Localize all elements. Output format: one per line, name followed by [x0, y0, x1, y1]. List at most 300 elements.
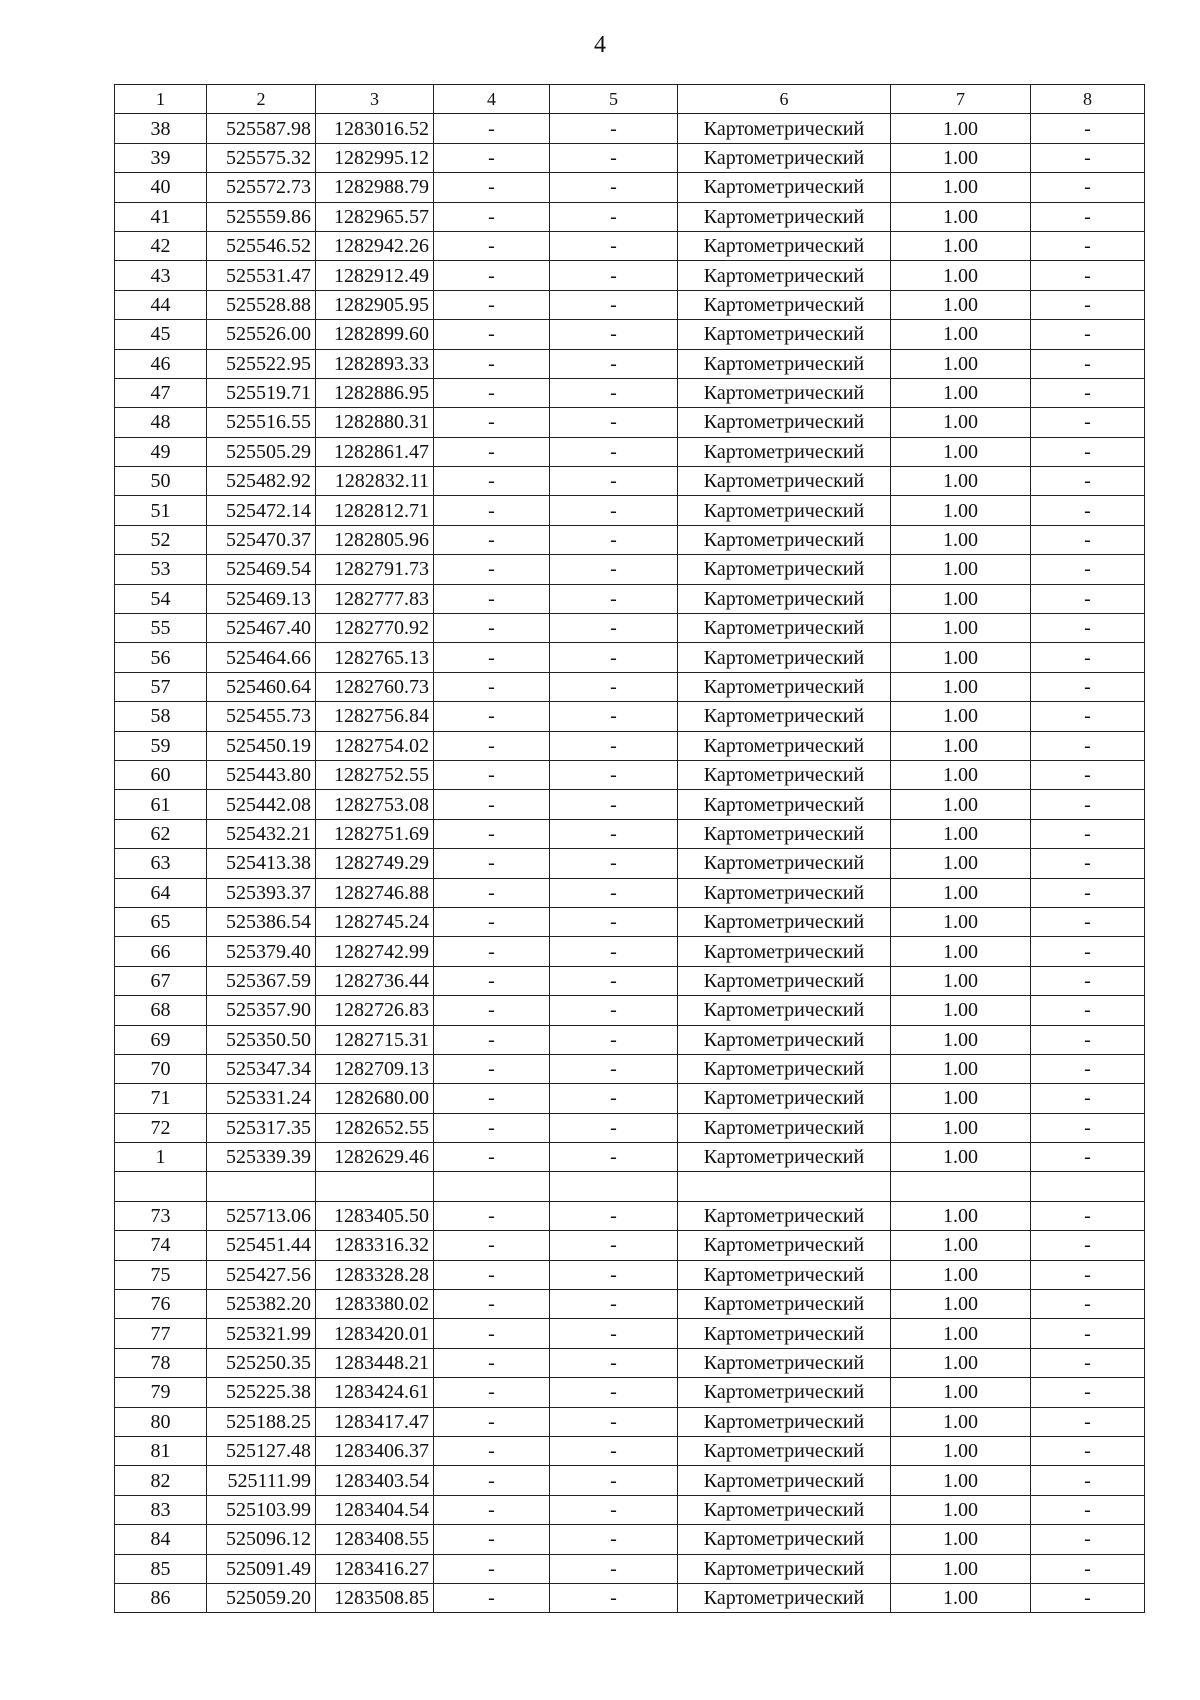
cell-method: Картометрический — [678, 467, 891, 496]
cell-accuracy: 1.00 — [891, 1025, 1031, 1054]
table-row — [115, 378, 1145, 407]
cell-coord-x: 525347.34 — [207, 1054, 316, 1083]
cell-accuracy: 1.00 — [891, 1554, 1031, 1583]
cell-coord-x: 525451.44 — [207, 1231, 316, 1260]
cell-coord-x: 525103.99 — [207, 1495, 316, 1524]
cell-coord-x: 525393.37 — [207, 878, 316, 907]
cell-accuracy: 1.00 — [891, 1260, 1031, 1289]
cell-method: Картометрический — [678, 202, 891, 231]
cell-coord-x: 525587.98 — [207, 114, 316, 143]
cell-point-number: 72 — [115, 1113, 207, 1142]
cell-coord-x: 525059.20 — [207, 1583, 316, 1612]
cell-coord-y: 1282726.83 — [316, 996, 434, 1025]
cell-col-8: - — [1031, 1290, 1145, 1319]
cell-method: Картометрический — [678, 614, 891, 643]
table-row — [115, 731, 1145, 760]
table-row — [115, 1290, 1145, 1319]
cell-coord-x: 525382.20 — [207, 1290, 316, 1319]
cell-point-number: 54 — [115, 584, 207, 613]
cell-coord-x: 525432.21 — [207, 819, 316, 848]
coordinates-table — [114, 84, 1145, 1613]
cell-point-number: 75 — [115, 1260, 207, 1289]
cell-coord-x: 525516.55 — [207, 408, 316, 437]
cell-col-5: - — [550, 525, 678, 554]
cell-point-number: 81 — [115, 1436, 207, 1465]
cell-point-number: 50 — [115, 467, 207, 496]
cell-accuracy: 1.00 — [891, 173, 1031, 202]
cell-method: Картометрический — [678, 1436, 891, 1465]
cell-method: Картометрический — [678, 173, 891, 202]
cell-point-number: 43 — [115, 261, 207, 290]
cell-col-4: - — [434, 672, 550, 701]
cell-coord-x: 525111.99 — [207, 1466, 316, 1495]
cell-coord-x: 525379.40 — [207, 937, 316, 966]
cell-col-4: - — [434, 1143, 550, 1172]
cell-point-number — [115, 1172, 207, 1201]
cell-coord-x: 525317.35 — [207, 1113, 316, 1142]
cell-col-5: - — [550, 1407, 678, 1436]
cell-coord-x: 525443.80 — [207, 760, 316, 789]
cell-method: Картометрический — [678, 290, 891, 319]
cell-method: Картометрический — [678, 231, 891, 260]
column-header: 6 — [678, 85, 891, 114]
cell-col-4: - — [434, 349, 550, 378]
table-row — [115, 584, 1145, 613]
cell-method: Картометрический — [678, 760, 891, 789]
cell-col-8: - — [1031, 790, 1145, 819]
cell-col-8: - — [1031, 1466, 1145, 1495]
cell-coord-y: 1282754.02 — [316, 731, 434, 760]
cell-col-8: - — [1031, 261, 1145, 290]
cell-col-8: - — [1031, 937, 1145, 966]
cell-accuracy: 1.00 — [891, 907, 1031, 936]
cell-col-8: - — [1031, 1084, 1145, 1113]
cell-col-5: - — [550, 819, 678, 848]
cell-accuracy: 1.00 — [891, 408, 1031, 437]
cell-accuracy: 1.00 — [891, 1495, 1031, 1524]
cell-accuracy: 1.00 — [891, 525, 1031, 554]
cell-col-5: - — [550, 1583, 678, 1612]
table-row — [115, 143, 1145, 172]
cell-col-5: - — [550, 114, 678, 143]
cell-col-8: - — [1031, 819, 1145, 848]
cell-point-number: 40 — [115, 173, 207, 202]
cell-col-4: - — [434, 760, 550, 789]
cell-col-5: - — [550, 349, 678, 378]
cell-accuracy: 1.00 — [891, 496, 1031, 525]
cell-point-number: 76 — [115, 1290, 207, 1319]
cell-accuracy: 1.00 — [891, 1054, 1031, 1083]
cell-coord-y: 1283448.21 — [316, 1348, 434, 1377]
cell-method: Картометрический — [678, 966, 891, 995]
table-row — [115, 1054, 1145, 1083]
cell-col-8: - — [1031, 114, 1145, 143]
cell-col-8: - — [1031, 290, 1145, 319]
cell-coord-y: 1282753.08 — [316, 790, 434, 819]
cell-method: Картометрический — [678, 496, 891, 525]
cell-point-number: 73 — [115, 1201, 207, 1230]
cell-coord-y: 1282899.60 — [316, 320, 434, 349]
cell-col-4: - — [434, 261, 550, 290]
cell-accuracy: 1.00 — [891, 966, 1031, 995]
cell-col-8 — [1031, 1172, 1145, 1201]
cell-col-4: - — [434, 525, 550, 554]
cell-point-number: 53 — [115, 555, 207, 584]
cell-col-5 — [550, 1172, 678, 1201]
cell-col-4: - — [434, 966, 550, 995]
cell-coord-x: 525350.50 — [207, 1025, 316, 1054]
cell-point-number: 48 — [115, 408, 207, 437]
cell-point-number: 42 — [115, 231, 207, 260]
cell-point-number: 80 — [115, 1407, 207, 1436]
table-row — [115, 907, 1145, 936]
cell-coord-y: 1283408.55 — [316, 1525, 434, 1554]
cell-col-4: - — [434, 1260, 550, 1289]
cell-col-5: - — [550, 320, 678, 349]
header-row — [115, 85, 1145, 114]
table-row — [115, 231, 1145, 260]
cell-coord-x: 525470.37 — [207, 525, 316, 554]
cell-col-8: - — [1031, 1143, 1145, 1172]
cell-col-4: - — [434, 1436, 550, 1465]
cell-accuracy: 1.00 — [891, 202, 1031, 231]
cell-coord-y: 1282905.95 — [316, 290, 434, 319]
cell-point-number: 41 — [115, 202, 207, 231]
cell-accuracy: 1.00 — [891, 378, 1031, 407]
cell-col-5: - — [550, 790, 678, 819]
cell-coord-y: 1282942.26 — [316, 231, 434, 260]
cell-col-5: - — [550, 1348, 678, 1377]
cell-method: Картометрический — [678, 1407, 891, 1436]
cell-col-4: - — [434, 290, 550, 319]
cell-method: Картометрический — [678, 819, 891, 848]
table-row — [115, 114, 1145, 143]
cell-coord-x: 525482.92 — [207, 467, 316, 496]
table-row — [115, 261, 1145, 290]
cell-method — [678, 1172, 891, 1201]
cell-col-8: - — [1031, 672, 1145, 701]
cell-point-number: 66 — [115, 937, 207, 966]
cell-col-8: - — [1031, 584, 1145, 613]
cell-col-8: - — [1031, 555, 1145, 584]
table-row — [115, 1525, 1145, 1554]
cell-col-5: - — [550, 202, 678, 231]
cell-col-4: - — [434, 143, 550, 172]
cell-point-number: 70 — [115, 1054, 207, 1083]
table-row — [115, 1172, 1145, 1201]
column-header: 5 — [550, 85, 678, 114]
table-row — [115, 672, 1145, 701]
cell-coord-x: 525531.47 — [207, 261, 316, 290]
cell-method: Картометрический — [678, 1554, 891, 1583]
cell-col-4: - — [434, 1084, 550, 1113]
cell-accuracy: 1.00 — [891, 849, 1031, 878]
cell-coord-y: 1282715.31 — [316, 1025, 434, 1054]
cell-col-8: - — [1031, 1113, 1145, 1142]
cell-col-4: - — [434, 1290, 550, 1319]
column-header: 1 — [115, 85, 207, 114]
cell-col-5: - — [550, 849, 678, 878]
cell-point-number: 65 — [115, 907, 207, 936]
cell-coord-x: 525467.40 — [207, 614, 316, 643]
cell-col-4: - — [434, 937, 550, 966]
cell-col-8: - — [1031, 966, 1145, 995]
cell-col-5: - — [550, 1113, 678, 1142]
cell-coord-y: 1282777.83 — [316, 584, 434, 613]
cell-col-5: - — [550, 614, 678, 643]
cell-method: Картометрический — [678, 790, 891, 819]
cell-coord-y: 1282745.24 — [316, 907, 434, 936]
cell-col-4: - — [434, 790, 550, 819]
table-row — [115, 849, 1145, 878]
cell-coord-x: 525250.35 — [207, 1348, 316, 1377]
cell-method: Картометрический — [678, 731, 891, 760]
table-row — [115, 1260, 1145, 1289]
cell-col-4 — [434, 1172, 550, 1201]
table-row — [115, 173, 1145, 202]
table-row — [115, 1201, 1145, 1230]
cell-accuracy: 1.00 — [891, 878, 1031, 907]
cell-col-5: - — [550, 1143, 678, 1172]
cell-col-4: - — [434, 173, 550, 202]
cell-col-5: - — [550, 731, 678, 760]
cell-method: Картометрический — [678, 408, 891, 437]
cell-accuracy: 1.00 — [891, 996, 1031, 1025]
cell-method: Картометрический — [678, 261, 891, 290]
cell-method: Картометрический — [678, 1495, 891, 1524]
cell-col-8: - — [1031, 378, 1145, 407]
cell-col-4: - — [434, 1554, 550, 1583]
cell-col-8: - — [1031, 702, 1145, 731]
cell-method: Картометрический — [678, 1260, 891, 1289]
cell-coord-x: 525413.38 — [207, 849, 316, 878]
cell-col-4: - — [434, 1583, 550, 1612]
table-row — [115, 937, 1145, 966]
cell-accuracy: 1.00 — [891, 1113, 1031, 1142]
cell-accuracy: 1.00 — [891, 437, 1031, 466]
cell-point-number: 62 — [115, 819, 207, 848]
cell-col-5: - — [550, 1436, 678, 1465]
cell-coord-x: 525528.88 — [207, 290, 316, 319]
cell-method: Картометрический — [678, 1583, 891, 1612]
cell-col-5: - — [550, 231, 678, 260]
cell-method: Картометрический — [678, 672, 891, 701]
cell-method: Картометрический — [678, 1113, 891, 1142]
cell-col-4: - — [434, 1054, 550, 1083]
cell-point-number: 71 — [115, 1084, 207, 1113]
cell-col-8: - — [1031, 1495, 1145, 1524]
cell-coord-x: 525464.66 — [207, 643, 316, 672]
cell-point-number: 67 — [115, 966, 207, 995]
cell-col-4: - — [434, 437, 550, 466]
cell-col-5: - — [550, 261, 678, 290]
cell-coord-y: 1283328.28 — [316, 1260, 434, 1289]
cell-point-number: 82 — [115, 1466, 207, 1495]
cell-point-number: 64 — [115, 878, 207, 907]
cell-col-4: - — [434, 1466, 550, 1495]
cell-method: Картометрический — [678, 1143, 891, 1172]
cell-col-4: - — [434, 231, 550, 260]
cell-coord-y: 1283405.50 — [316, 1201, 434, 1230]
cell-col-4: - — [434, 1231, 550, 1260]
cell-col-4: - — [434, 1407, 550, 1436]
cell-accuracy: 1.00 — [891, 819, 1031, 848]
cell-col-8: - — [1031, 173, 1145, 202]
cell-point-number: 56 — [115, 643, 207, 672]
cell-col-4: - — [434, 202, 550, 231]
cell-col-8: - — [1031, 1260, 1145, 1289]
cell-method: Картометрический — [678, 996, 891, 1025]
table-row — [115, 1378, 1145, 1407]
cell-accuracy: 1.00 — [891, 702, 1031, 731]
cell-col-4: - — [434, 378, 550, 407]
cell-col-8: - — [1031, 1525, 1145, 1554]
cell-point-number: 57 — [115, 672, 207, 701]
cell-coord-x: 525357.90 — [207, 996, 316, 1025]
cell-coord-x: 525339.39 — [207, 1143, 316, 1172]
table-row — [115, 525, 1145, 554]
cell-point-number: 46 — [115, 349, 207, 378]
cell-col-5: - — [550, 496, 678, 525]
table-row — [115, 1084, 1145, 1113]
cell-col-8: - — [1031, 320, 1145, 349]
cell-col-5: - — [550, 1054, 678, 1083]
cell-coord-x: 525469.54 — [207, 555, 316, 584]
cell-coord-y: 1282912.49 — [316, 261, 434, 290]
cell-coord-y: 1283016.52 — [316, 114, 434, 143]
cell-coord-y: 1282886.95 — [316, 378, 434, 407]
cell-method: Картометрический — [678, 1025, 891, 1054]
cell-accuracy: 1.00 — [891, 555, 1031, 584]
table-row — [115, 1407, 1145, 1436]
cell-point-number: 61 — [115, 790, 207, 819]
cell-accuracy: 1.00 — [891, 1436, 1031, 1465]
cell-method: Картометрический — [678, 1201, 891, 1230]
cell-accuracy: 1.00 — [891, 290, 1031, 319]
table-row — [115, 702, 1145, 731]
cell-coord-y: 1282736.44 — [316, 966, 434, 995]
cell-accuracy: 1.00 — [891, 1466, 1031, 1495]
cell-method: Картометрический — [678, 1348, 891, 1377]
cell-coord-y: 1282812.71 — [316, 496, 434, 525]
cell-col-5: - — [550, 643, 678, 672]
cell-coord-y: 1282752.55 — [316, 760, 434, 789]
table-row — [115, 467, 1145, 496]
cell-col-4: - — [434, 1113, 550, 1142]
table-row — [115, 996, 1145, 1025]
cell-col-5: - — [550, 437, 678, 466]
cell-accuracy: 1.00 — [891, 1143, 1031, 1172]
cell-col-5: - — [550, 1231, 678, 1260]
table-row — [115, 1348, 1145, 1377]
cell-col-5: - — [550, 173, 678, 202]
cell-accuracy: 1.00 — [891, 467, 1031, 496]
cell-col-4: - — [434, 614, 550, 643]
cell-coord-x: 525546.52 — [207, 231, 316, 260]
table-header — [115, 85, 1145, 114]
cell-col-5: - — [550, 290, 678, 319]
cell-point-number: 59 — [115, 731, 207, 760]
cell-accuracy: 1.00 — [891, 643, 1031, 672]
table-row — [115, 1231, 1145, 1260]
cell-coord-y: 1282709.13 — [316, 1054, 434, 1083]
table-row — [115, 643, 1145, 672]
cell-col-8: - — [1031, 907, 1145, 936]
table-row — [115, 349, 1145, 378]
cell-col-8: - — [1031, 408, 1145, 437]
table-row — [115, 496, 1145, 525]
cell-col-8: - — [1031, 202, 1145, 231]
table-row — [115, 878, 1145, 907]
cell-accuracy: 1.00 — [891, 1231, 1031, 1260]
cell-method: Картометрический — [678, 1084, 891, 1113]
cell-coord-y: 1282629.46 — [316, 1143, 434, 1172]
cell-coord-y: 1282760.73 — [316, 672, 434, 701]
cell-col-8: - — [1031, 1407, 1145, 1436]
table-row — [115, 1113, 1145, 1142]
cell-coord-y: 1282756.84 — [316, 702, 434, 731]
cell-coord-y: 1282652.55 — [316, 1113, 434, 1142]
cell-accuracy: 1.00 — [891, 937, 1031, 966]
cell-col-4: - — [434, 819, 550, 848]
cell-point-number: 86 — [115, 1583, 207, 1612]
cell-method: Картометрический — [678, 584, 891, 613]
cell-col-4: - — [434, 467, 550, 496]
cell-method: Картометрический — [678, 114, 891, 143]
cell-coord-y: 1283406.37 — [316, 1436, 434, 1465]
cell-method: Картометрический — [678, 643, 891, 672]
cell-coord-y: 1282995.12 — [316, 143, 434, 172]
cell-accuracy: 1.00 — [891, 1583, 1031, 1612]
cell-col-8: - — [1031, 1378, 1145, 1407]
cell-accuracy: 1.00 — [891, 760, 1031, 789]
page-number: 4 — [594, 32, 606, 58]
cell-coord-x — [207, 1172, 316, 1201]
cell-coord-x: 525460.64 — [207, 672, 316, 701]
cell-accuracy: 1.00 — [891, 143, 1031, 172]
cell-coord-y: 1283424.61 — [316, 1378, 434, 1407]
column-header: 4 — [434, 85, 550, 114]
cell-coord-y: 1283420.01 — [316, 1319, 434, 1348]
table-row — [115, 320, 1145, 349]
cell-col-8: - — [1031, 643, 1145, 672]
cell-coord-y: 1282680.00 — [316, 1084, 434, 1113]
cell-col-5: - — [550, 1525, 678, 1554]
cell-accuracy — [891, 1172, 1031, 1201]
cell-method: Картометрический — [678, 349, 891, 378]
table-row — [115, 202, 1145, 231]
cell-method: Картометрический — [678, 1290, 891, 1319]
column-header: 8 — [1031, 85, 1145, 114]
column-header: 2 — [207, 85, 316, 114]
cell-method: Картометрический — [678, 525, 891, 554]
table-row — [115, 1025, 1145, 1054]
cell-point-number: 74 — [115, 1231, 207, 1260]
cell-coord-x: 525526.00 — [207, 320, 316, 349]
cell-col-8: - — [1031, 1231, 1145, 1260]
cell-method: Картометрический — [678, 1378, 891, 1407]
cell-col-5: - — [550, 584, 678, 613]
cell-col-8: - — [1031, 467, 1145, 496]
cell-method: Картометрический — [678, 1231, 891, 1260]
cell-method: Картометрический — [678, 437, 891, 466]
cell-col-4: - — [434, 114, 550, 143]
cell-coord-y: 1282749.29 — [316, 849, 434, 878]
cell-coord-x: 525188.25 — [207, 1407, 316, 1436]
cell-col-5: - — [550, 378, 678, 407]
cell-coord-y: 1282746.88 — [316, 878, 434, 907]
cell-col-8: - — [1031, 1436, 1145, 1465]
